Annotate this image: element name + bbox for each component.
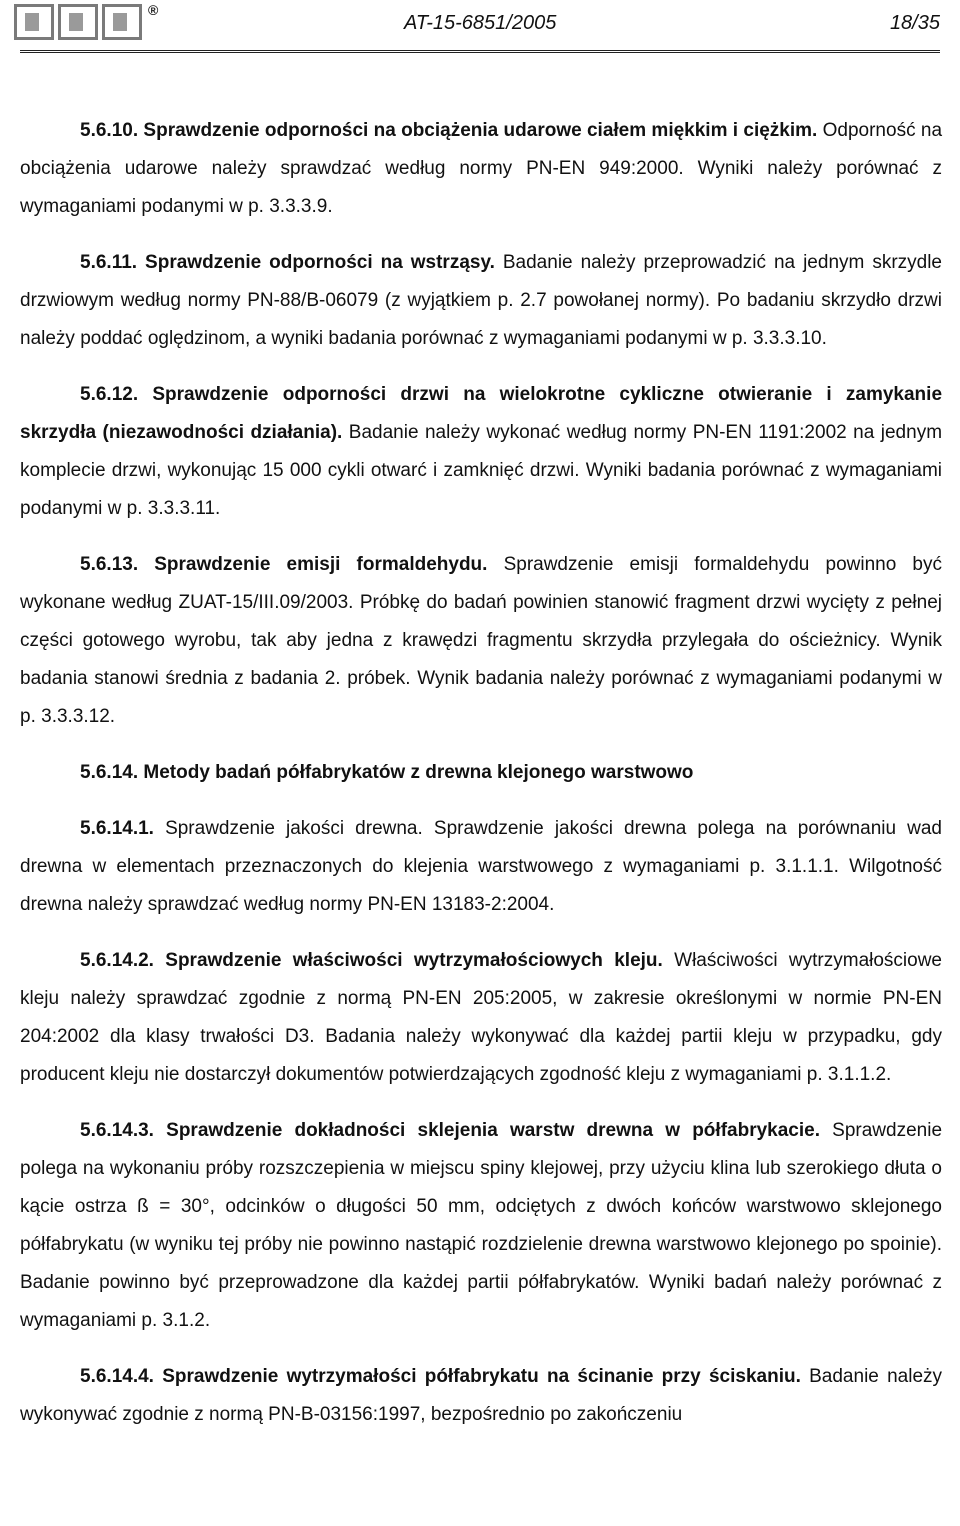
section-5-6-14 <box>20 754 942 792</box>
section-number: 5.6.14.4. <box>80 1366 154 1387</box>
header-divider <box>20 50 940 53</box>
section-5-6-14-1 <box>20 810 942 924</box>
section-heading: Sprawdzenie dokładności sklejenia warstw drewna w półfabrykacie. <box>166 1120 820 1141</box>
section-body: Badanie należy wykonywać zgodnie z normą PN-B-03156:1997, bezpośrednio po zakończeniu <box>20 1366 943 1425</box>
section-number: 5.6.14.3. <box>80 1120 154 1141</box>
document-body <box>20 112 942 1434</box>
document-id: AT-15-6851/2005 <box>404 12 557 34</box>
section-heading: Sprawdzenie odporności na obciążenia udarowe ciałem miękkim i ciężkim. <box>143 120 818 141</box>
section-5-6-14-4 <box>20 1358 942 1434</box>
section-number: 5.6.14. <box>80 762 139 783</box>
section-body: Właściwości wytrzymałościowe kleju należy sprawdzać zgodnie z normą PN-EN 205:2005, w zakresie określonymi w normie PN-EN 204:2002 dla klasy trwałości D3. Badania należy wykonywać dla każdej partii kleju w przypadku, gdy producent kleju nie dostarczył dokumentów potwierdzających zgodność kleju z wymaganiami p. 3.1.1.2. <box>20 950 942 1085</box>
section-body: Badanie należy wykonać według normy PN-EN 1191:2002 na jednym komplecie drzwi, wykonując 15 000 cykli otwarć i zamknięć drzwi. Wyniki badania porównać z wymaganiami podanymi w p. 3.3.3.11. <box>20 422 943 519</box>
registered-mark: ® <box>148 2 159 18</box>
section-body: Sprawdzenie emisji formaldehydu powinno być wykonane według ZUAT-15/III.09/2003. Próbkę do badań powinien stanowić fragment drzwi wycięty z pełnej części gotowego wyrobu, tak aby jedna z krawędzi fragmentu skrzydła przylegała do ościeżnicy. Wynik badania stanowi średnia z badania 2. próbek. Wynik badania należy porównać z wymaganiami podanymi w p. 3.3.3.12. <box>20 554 942 727</box>
section-5-6-14-3 <box>20 1112 942 1340</box>
section-body: Sprawdzenie jakości drewna polega na porównaniu wad drewna w elementach przeznaczonych do klejenia warstwowego z wymaganiami p. 3.1.1.1. Wilgotność drewna należy sprawdzać według normy PN-EN 13183-2:2004. <box>20 818 943 915</box>
page-header <box>0 0 960 56</box>
section-heading: Sprawdzenie emisji formaldehydu. <box>154 554 488 575</box>
itb-logo-icon <box>14 4 54 40</box>
section-number: 5.6.13. <box>80 554 139 575</box>
section-number: 5.6.10. <box>80 120 139 141</box>
section-heading: Sprawdzenie jakości drewna. <box>165 818 423 839</box>
page-number: 18/35 <box>889 12 940 34</box>
section-5-6-11 <box>20 244 942 358</box>
section-5-6-13 <box>20 546 942 736</box>
section-5-6-10 <box>20 112 942 226</box>
section-5-6-12 <box>20 376 942 528</box>
section-heading: Metody badań półfabrykatów z drewna klejonego warstwowo <box>143 762 694 783</box>
section-heading: Sprawdzenie wytrzymałości półfabrykatu na ścinanie przy ściskaniu. <box>162 1366 801 1387</box>
section-body: Sprawdzenie polega na wykonaniu próby rozszczepienia w miejscu spiny klejowej, przy użyciu klina lub szerokiego dłuta o kącie ostrza ß = 30°, odcinków o długości 50 mm, odciętych z dwóch końców warstwowo sklejonego półfabrykatu (w wyniku tej próby nie powinno nastąpić rozdzielenie drewna warstwowo klejonego po spoinie). Badanie powinno być przeprowadzone dla każdej partii półfabrykatów. Wyniki badań należy porównać z wymaganiami p. 3.1.2. <box>20 1120 943 1331</box>
itb-logo-icon <box>58 4 98 40</box>
section-number: 5.6.12. <box>80 384 139 405</box>
itb-logo-icon <box>102 4 142 40</box>
section-number: 5.6.14.1. <box>80 818 154 839</box>
section-5-6-14-2 <box>20 942 942 1094</box>
section-heading: Sprawdzenie właściwości wytrzymałościowych kleju. <box>165 950 663 971</box>
section-heading: Sprawdzenie odporności na wstrząsy. <box>145 252 495 273</box>
section-body: Odporność na obciążenia udarowe należy sprawdzać według normy PN-EN 949:2000. Wyniki należy porównać z wymaganiami podanymi w p. 3.3.3.9. <box>20 120 943 217</box>
section-number: 5.6.14.2. <box>80 950 154 971</box>
section-heading: Sprawdzenie odporności drzwi na wielokrotne cykliczne otwieranie i zamykanie skrzydła (niezawodności działania). <box>20 384 943 443</box>
section-body: Badanie należy przeprowadzić na jednym skrzydle drzwiowym według normy PN-88/B-06079 (z wyjątkiem p. 2.7 powołanej normy). Po badaniu skrzydło drzwi należy poddać oględzinom, a wyniki badania porównać z wymaganiami podanymi w p. 3.3.3.10. <box>20 252 942 349</box>
section-number: 5.6.11. <box>80 252 138 273</box>
itb-logo <box>14 4 158 40</box>
